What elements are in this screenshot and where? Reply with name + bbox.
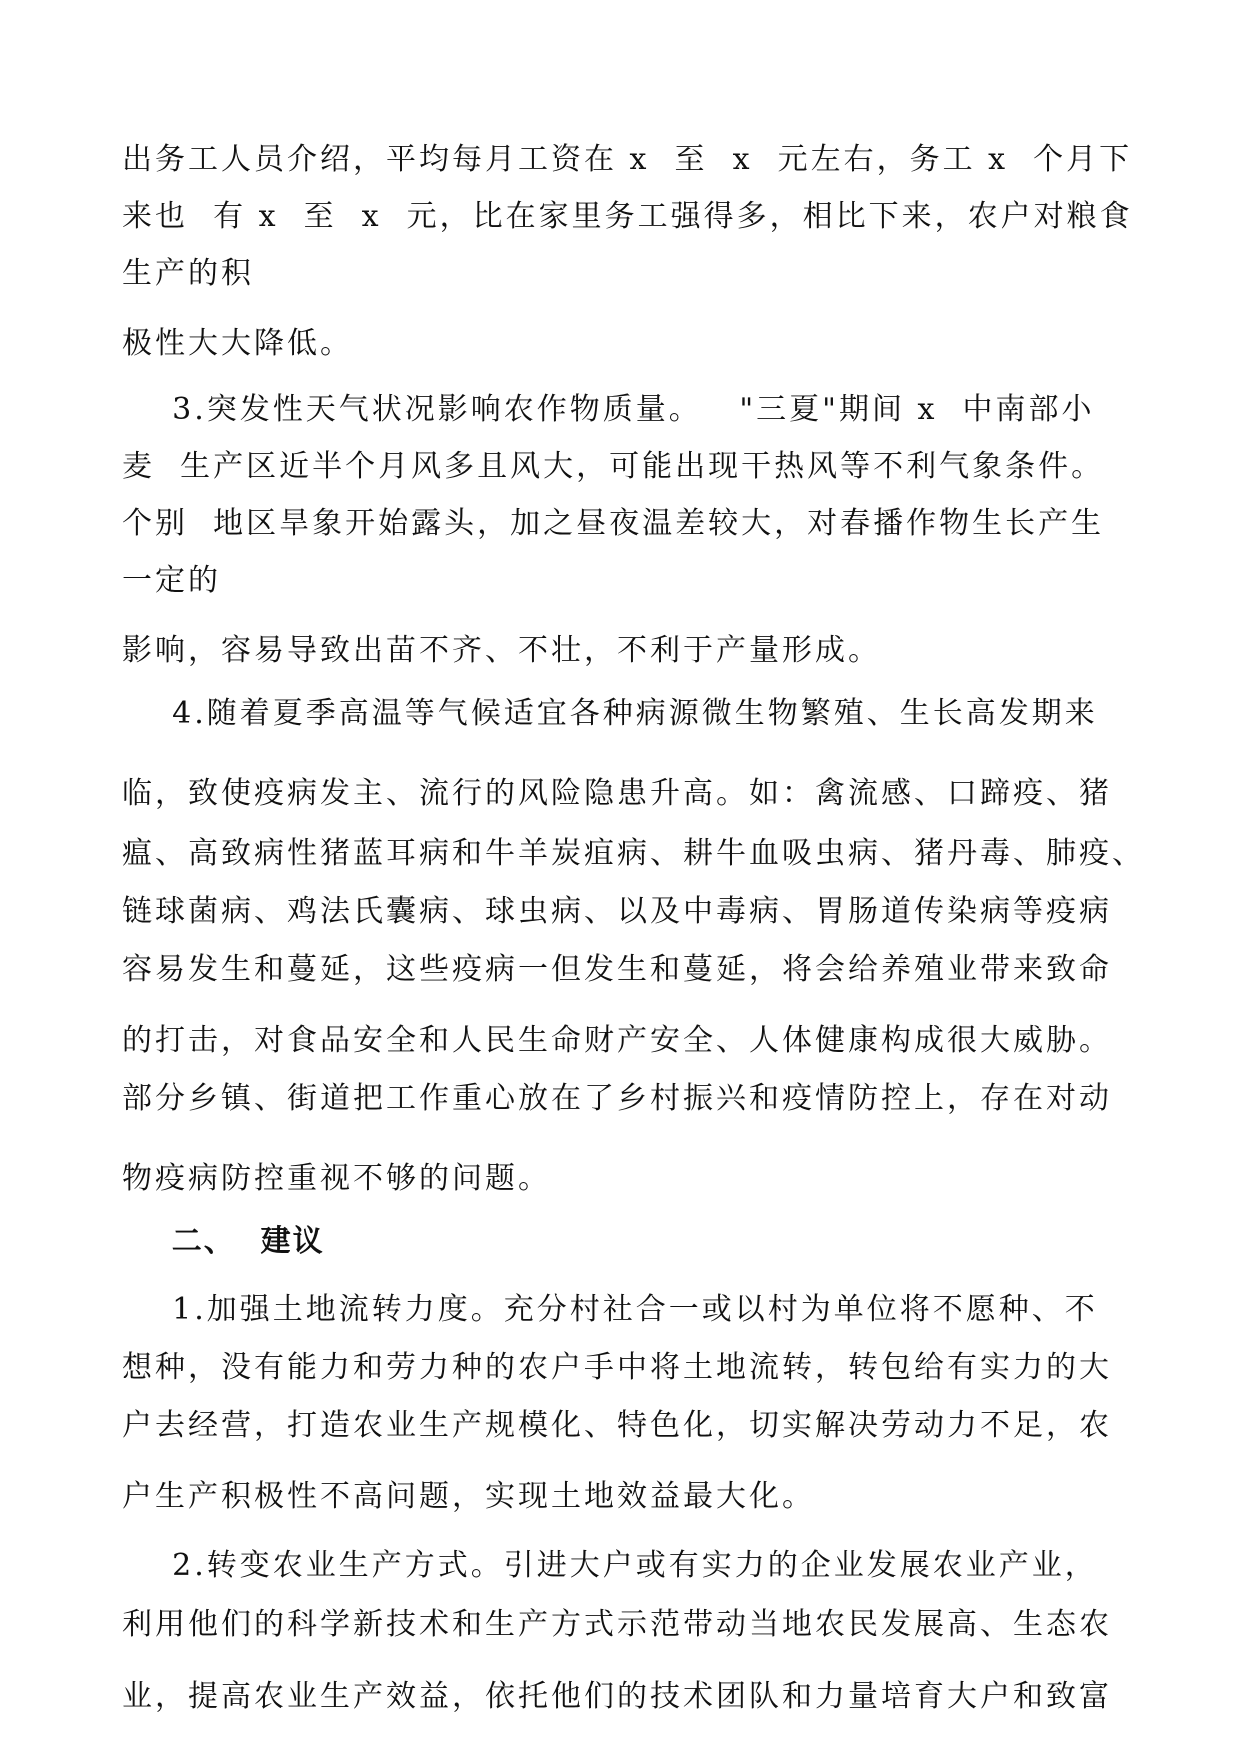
text-line: 麦 生产区近半个月风多且风大，可能出现干热风等不利气象条件。 bbox=[122, 449, 1105, 484]
text-line: 出务工人员介绍，平均每月工资在 x 至 x 元左右，务工 x 个月下 bbox=[122, 142, 1133, 177]
text-line: 利用他们的科学新技术和生产方式示范带动当地农民发展高、生态农 bbox=[122, 1607, 1112, 1642]
text-line: 2.转变农业生产方式。引进大户或有实力的企业发展农业产业， bbox=[122, 1548, 1098, 1583]
text-line: 想种，没有能力和劳力种的农户手中将土地流转，转包给有实力的大 bbox=[122, 1350, 1112, 1385]
text-line: 的打击，对食品安全和人民生命财产安全、人体健康构成很大威胁。 bbox=[122, 1023, 1112, 1058]
text-line: 影响，容易导致出苗不齐、不壮，不利于产量形成。 bbox=[122, 633, 881, 668]
text-line: 极性大大降低。 bbox=[122, 326, 353, 361]
text-line: 1.加强土地流转力度。充分村社合一或以村为单位将不愿种、不 bbox=[122, 1292, 1098, 1327]
text-line: 业，提高农业生产效益，依托他们的技术团队和力量培育大户和致富 bbox=[122, 1679, 1112, 1714]
text-line: 户去经营，打造农业生产规模化、特色化，切实解决劳动力不足，农 bbox=[122, 1408, 1112, 1443]
text-line: 4.随着夏季高温等气候适宜各种病源微生物繁殖、生长高发期来 bbox=[122, 696, 1098, 731]
section-heading: 二、 建议 bbox=[122, 1224, 325, 1259]
text-line: 生产的积 bbox=[122, 256, 254, 291]
text-line: 个别 地区旱象开始露头，加之昼夜温差较大，对春播作物生长产生 bbox=[122, 506, 1105, 541]
text-line: 3.突发性天气状况影响农作物质量。 "三夏"期间 x 中南部小 bbox=[122, 392, 1095, 427]
text-line: 户生产积极性不高问题，实现土地效益最大化。 bbox=[122, 1479, 815, 1514]
text-line: 容易发生和蔓延，这些疫病一但发生和蔓延，将会给养殖业带来致命 bbox=[122, 952, 1112, 987]
text-line: 临，致使疫病发主、流行的风险隐患升高。如：禽流感、口蹄疫、猪 bbox=[122, 776, 1112, 811]
text-line: 瘟、高致病性猪蓝耳病和牛羊炭疽病、耕牛血吸虫病、猪丹毒、肺疫、 bbox=[122, 836, 1145, 871]
text-line: 部分乡镇、街道把工作重心放在了乡村振兴和疫情防控上，存在对动 bbox=[122, 1081, 1112, 1116]
text-line: 物疫病防控重视不够的问题。 bbox=[122, 1161, 551, 1196]
text-line: 来也 有 x 至 x 元，比在家里务工强得多，相比下来，农户对粮食 bbox=[122, 199, 1133, 234]
text-line: 链球菌病、鸡法氏囊病、球虫病、以及中毒病、胃肠道传染病等疫病 bbox=[122, 894, 1112, 929]
text-line: 一定的 bbox=[122, 563, 221, 598]
